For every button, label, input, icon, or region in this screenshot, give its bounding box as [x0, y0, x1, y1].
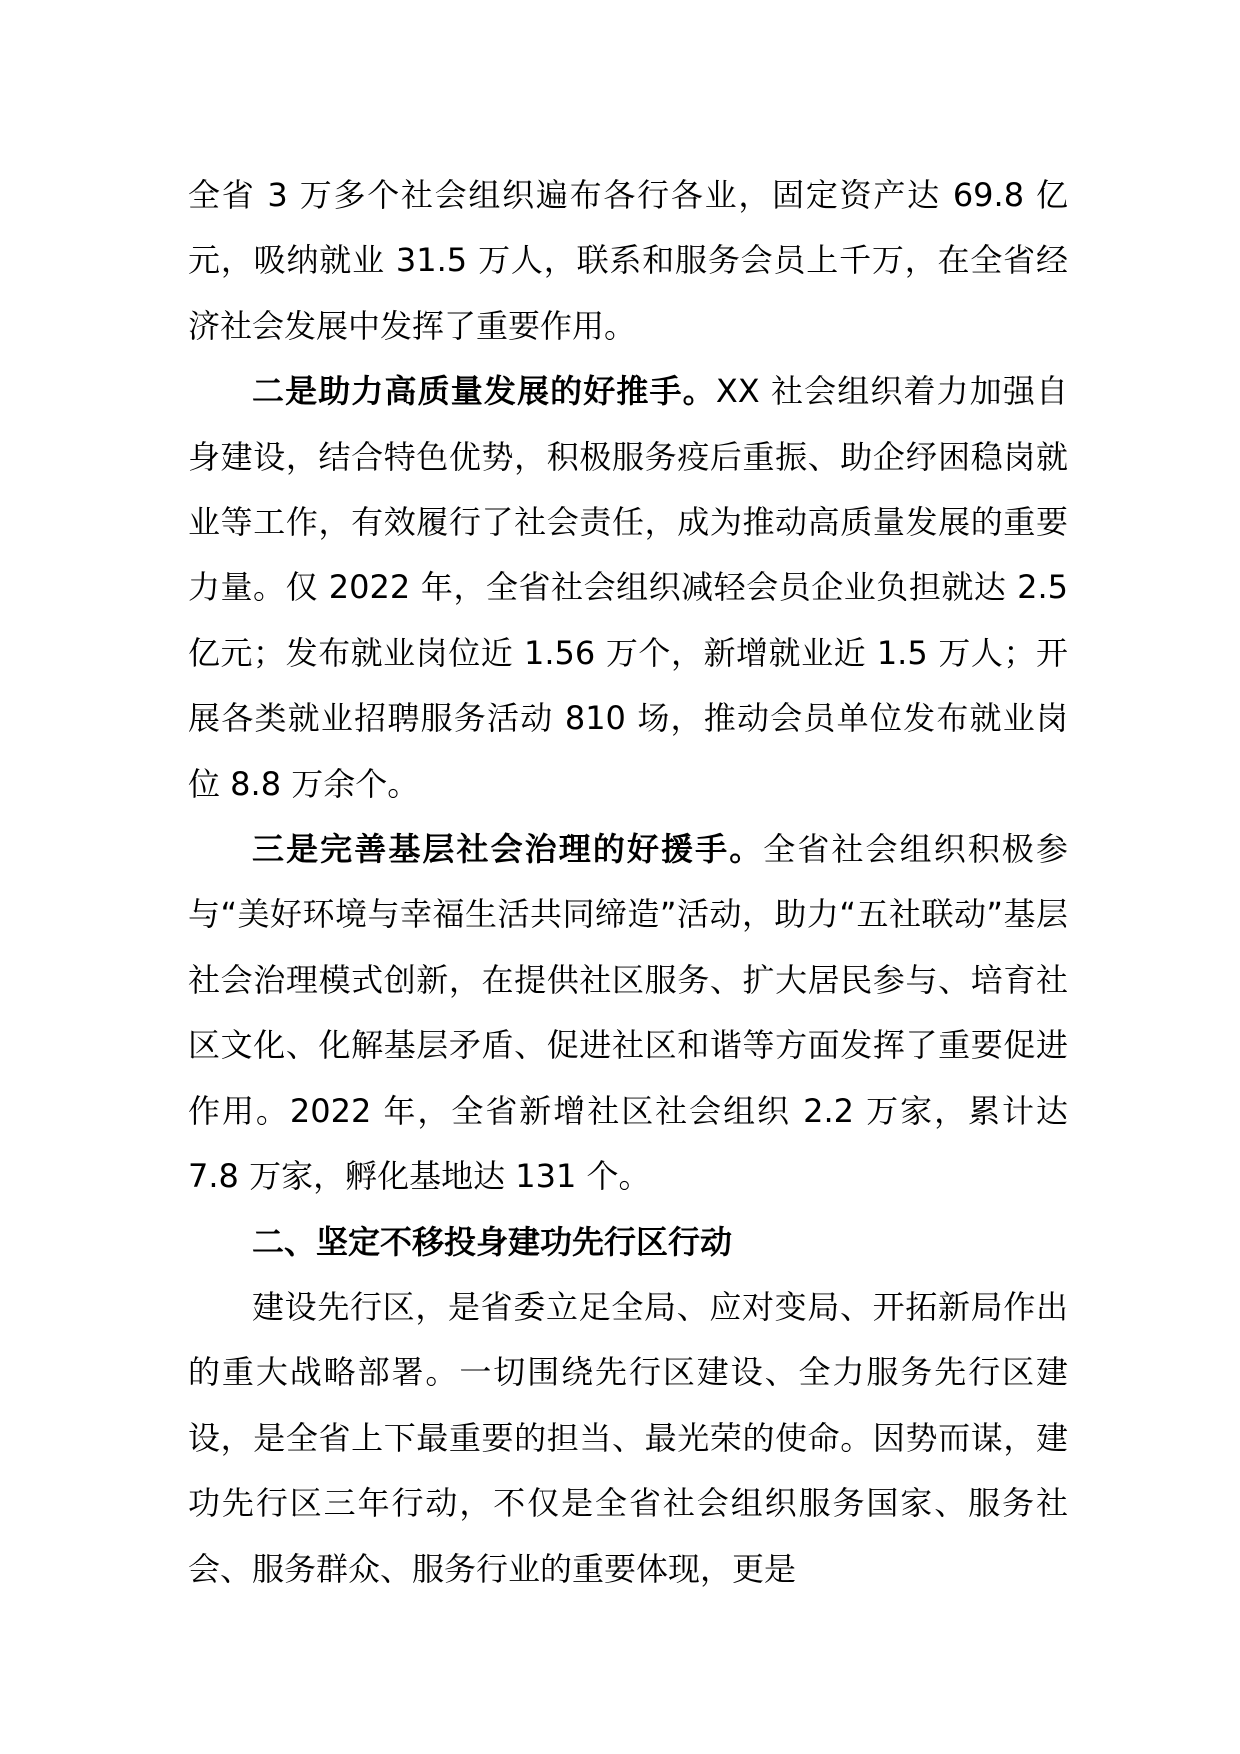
- document-page: [188, 163, 1068, 1602]
- paragraph-lead-heading: 二是助力高质量发展的好推手。: [252, 372, 716, 411]
- paragraph-continuation: 全省 3 万多个社会组织遍布各行各业，固定资产达 69.8 亿元，吸纳就业 31.5 万人，联系和服务会员上千万，在全省经济社会发展中发挥了重要作用。: [188, 176, 1068, 345]
- paragraph-lead-heading: 三是完善基层社会治理的好援手。: [252, 830, 764, 869]
- section-heading: 二、坚定不移投身建功先行区行动: [252, 1222, 733, 1261]
- paragraph-pilot-zone: 建设先行区，是省委立足全局、应对变局、开拓新局作出的重大战略部署。一切围绕先行区建设、全力服务先行区建设，是全省上下最重要的担当、最光荣的使命。因势而谋，建功先行区三年行动，不仅是全省社会组织服务国家、服务社会、服务群众、服务行业的重要体现，更是: [188, 1287, 1068, 1588]
- paragraph-grassroots-governance: [188, 817, 1068, 1209]
- paragraph-high-quality-development: [188, 359, 1068, 817]
- paragraph-body-text: 全省社会组织积极参与“美好环境与幸福生活共同缔造”活动，助力“五社联动”基层社会治理模式创新，在提供社区服务、扩大居民参与、培育社区文化、化解基层矛盾、促进社区和谐等方面发挥了重要促进作用。2022 年，全省新增社区社会组织 2.2 万家，累计达 7.8 万家，孵化基地达 131 个。: [188, 830, 1068, 1196]
- paragraph-body-text: XX 社会组织着力加强自身建设，结合特色优势，积极服务疫后重振、助企纾困稳岗就业等工作，有效履行了社会责任，成为推动高质量发展的重要力量。仅 2022 年，全省社会组织减轻会员企业负担就达 2.5 亿元；发布就业岗位近 1.56 万个，新增就业近 1.5 万人；开展各类就业招聘服务活动 810 场，推动会员单位发布就业岗位 8.8 万余个。: [188, 372, 1068, 803]
